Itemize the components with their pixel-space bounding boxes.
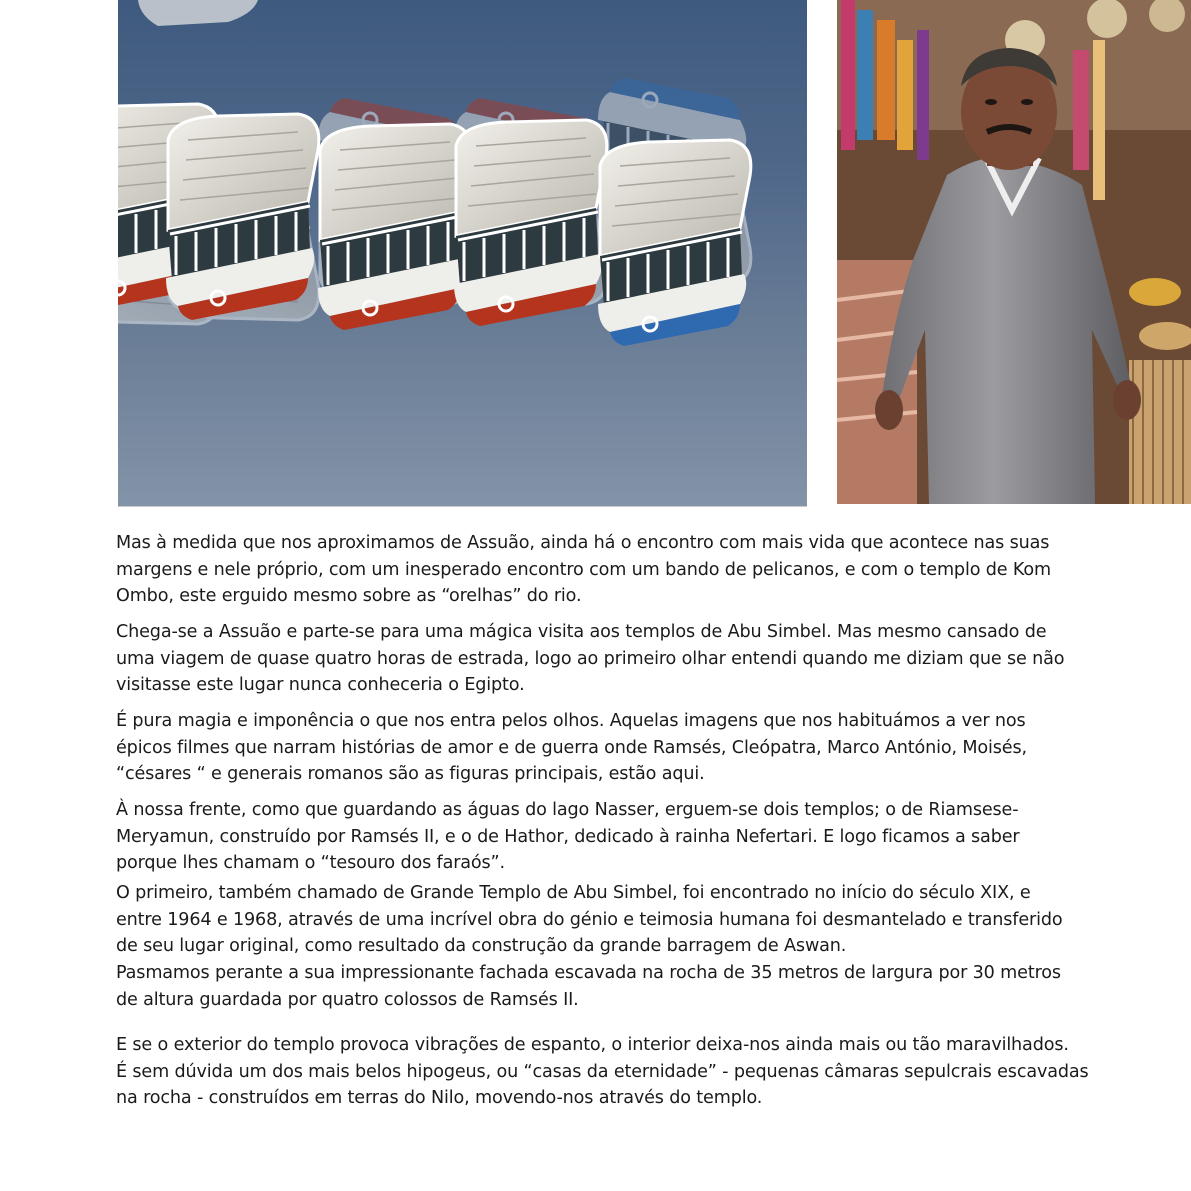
paragraph: Mas à medida que nos aproximamos de Assuão, ainda há o encontro com mais vida que acontece nas suas margens e nele próprio, com um inesperado encontro com um bando de pelicanos, e com o templo de Kom Ombo, este erguido mesmo sobre as “orelhas” do rio.	[116, 533, 1051, 606]
paragraph: É pura magia e imponência o que nos entra pelos olhos. Aquelas imagens que nos habituámos a ver nos épicos filmes que narram histórias de amor e de guerra onde Ramsés, Cleópatra, Marco António, Moisés, “césares “ e generais romanos são as figuras principais, estão aqui.	[116, 711, 1027, 784]
boats-photo	[118, 0, 807, 507]
paragraph: Pasmamos perante a sua impressionante fachada escavada na rocha de 35 metros de largura por 30 metros de altura guardada por quatro colossos de Ramsés II.	[116, 963, 1061, 1010]
paragraph: Chega-se a Assuão e parte-se para uma mágica visita aos templos de Abu Simbel. Mas mesmo cansado de uma viagem de quase quatro horas de estrada, logo ao primeiro olhar entendi quando me diziam que se não visitasse este lugar nunca conheceria o Egipto.	[116, 622, 1065, 695]
paragraph: À nossa frente, como que guardando as águas do lago Nasser, erguem-se dois templos; o de Riamsese- Meryamun, construído por Ramsés II, e o de Hathor, dedicado à rainha Nefertari. E logo ficamos a saber porque lhes chamam o “tesouro dos faraós”.	[116, 800, 1020, 873]
paragraph: E se o exterior do templo provoca vibrações de espanto, o interior deixa-nos ainda mais ou tão maravilhados. É sem dúvida um dos mais belos hipogeus, ou “casas da eternidade” - pequenas câmaras sepulcrais escavadas na rocha - construídos em terras do Nilo, movendo-nos através do templo.	[116, 1035, 1089, 1108]
boats-illustration	[118, 0, 807, 506]
paragraph: O primeiro, também chamado de Grande Templo de Abu Simbel, foi encontrado no início do século XIX, e entre 1964 e 1968, através de uma incrível obra do génio e teimosia humana foi desmantelado e transferido de seu lugar original, como resultado da construção da grande barragem de Aswan.	[116, 883, 1063, 956]
vendor-illustration	[837, 0, 1191, 504]
vendor-photo	[837, 0, 1191, 504]
